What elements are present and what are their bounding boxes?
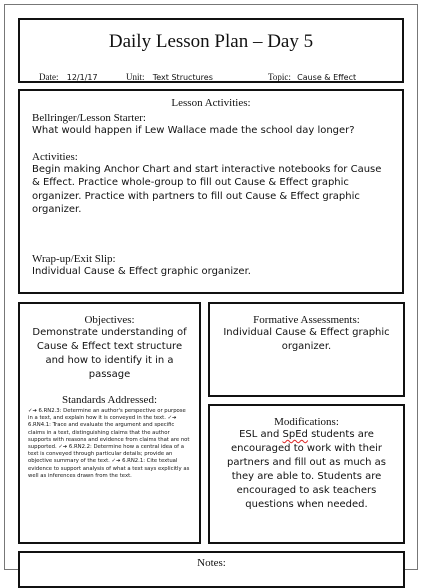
page-title: Daily Lesson Plan – Day 5 [108, 31, 314, 52]
notes-box [18, 551, 405, 588]
modifications-text [218, 428, 395, 512]
topic-label: Topic: [268, 72, 291, 82]
wrapup-text: Individual Cause & Effect graphic organizer. [32, 265, 251, 277]
activities-heading: Activities: [32, 150, 78, 163]
topic-value: Cause & Effect [297, 73, 357, 82]
modifications-heading: Modifications: [274, 416, 339, 428]
date-label: Date: [39, 72, 59, 82]
activities-text: Begin making Anchor Chart and start interactive notebooks for Cause & Effect. Practice whole-group to fill out Cause & Effect graphic organizer. Practice with partners to fill out Cause & Effect graphic organizer. [32, 163, 382, 215]
formative-assessments-box [208, 302, 405, 397]
standards-heading: Standards Addressed: [61, 394, 157, 406]
unit-value: Text Structures [152, 73, 213, 82]
date-field [39, 72, 98, 82]
bellringer-heading: Bellringer/Lesson Starter: [32, 112, 146, 124]
notes-heading: Notes: [197, 557, 226, 569]
lesson-activities-heading: Lesson Activities: [171, 97, 251, 109]
objectives-heading: Objectives: [84, 314, 135, 326]
objectives-box [18, 302, 201, 544]
objectives-text: Demonstrate understanding of Cause & Effect text structure and how to identify it in a passage [32, 327, 187, 380]
modifications-text-post: students are encouraged to work with their partners and fill out as much as they are able to. Students are encouraged to ask teachers questions when needed. [226, 429, 387, 510]
topic-field [268, 72, 356, 82]
formative-heading: Formative Assessments: [253, 314, 360, 326]
modifications-box [208, 404, 405, 544]
lesson-activities-box [18, 89, 404, 294]
lesson-plan-page [4, 4, 418, 570]
wrapup-heading: Wrap-up/Exit Slip: [32, 252, 116, 265]
bellringer-text: What would happen if Lew Wallace made the school day longer? [32, 125, 355, 136]
date-value: 12/1/17 [66, 73, 98, 82]
modifications-text-pre: ESL and [239, 429, 283, 440]
standards-list: ✓➔ 6.RN2.3: Determine an author's perspective or purpose in a text, and explain how it is conveyed in the text. ✓➔ 6.RN4.1: Trace and evaluate the argument and specific claims in a text, distinguishing claims that the author supports with reasons and evidence from claims that are not supported. ✓➔ 6.RN2.2: Determine how a central idea of a text is conveyed through particular details; provide an objective summary of the text. ✓➔ 6.RN2.1: Cite textual evidence to support analysis of what a text says explicitly as well as inferences drawn from the text. [28, 408, 190, 479]
sped-spellcheck-word: SpEd [282, 429, 308, 440]
formative-text: Individual Cause & Effect graphic organizer. [223, 327, 390, 352]
unit-label: Unit: [126, 72, 145, 82]
header-box [18, 18, 404, 83]
unit-field [126, 72, 213, 82]
